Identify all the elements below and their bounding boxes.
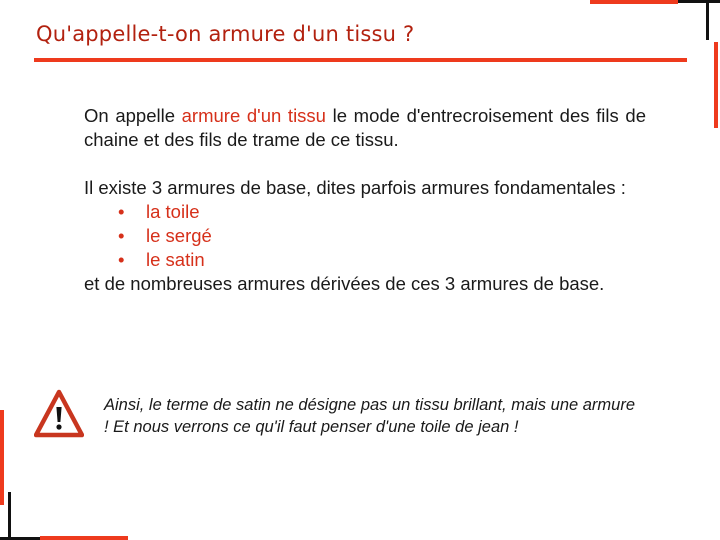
- outro-paragraph: et de nombreuses armures dérivées de ces 3 armures de base.: [84, 273, 605, 294]
- base-weaves-list: [84, 200, 646, 272]
- bullet-icon: •: [118, 225, 125, 246]
- weave-label-satin: le satin: [146, 249, 205, 270]
- list-item: [84, 248, 646, 272]
- list-item: [84, 224, 646, 248]
- weave-label-toile: la toile: [146, 201, 200, 222]
- corner-accent-top-black-vertical: [706, 0, 709, 40]
- definition-term: armure d'un tissu: [181, 105, 326, 126]
- definition-suffix: le mode d'entrecroisement des fils de chaine et des fils de trame de ce tissu.: [84, 105, 646, 150]
- corner-accent-bottom-black-vertical: [8, 492, 11, 540]
- corner-accent-bottom-red: [40, 536, 128, 540]
- warning-note: Ainsi, le terme de satin ne désigne pas un tissu brillant, mais une armure ! Et nous verrons ce qu'il faut penser d'une toile de jean !: [104, 396, 636, 436]
- warning-triangle-icon: [34, 389, 84, 439]
- corner-accent-left-red: [0, 410, 4, 505]
- bullet-icon: •: [118, 249, 125, 270]
- definition-paragraph: [84, 104, 646, 152]
- bullet-icon: •: [118, 201, 125, 222]
- corner-accent-top-black: [678, 0, 720, 3]
- slide-title: Qu'appelle-t-on armure d'un tissu ?: [36, 22, 415, 46]
- list-item: [84, 200, 646, 224]
- intro-paragraph: Il existe 3 armures de base, dites parfois armures fondamentales :: [84, 177, 626, 198]
- corner-accent-top-red: [590, 0, 678, 4]
- definition-prefix: On appelle: [84, 105, 182, 126]
- weave-label-serge: le sergé: [146, 225, 212, 246]
- title-underline: [34, 58, 687, 62]
- corner-accent-right-red: [714, 42, 718, 128]
- slide-body: [84, 104, 646, 296]
